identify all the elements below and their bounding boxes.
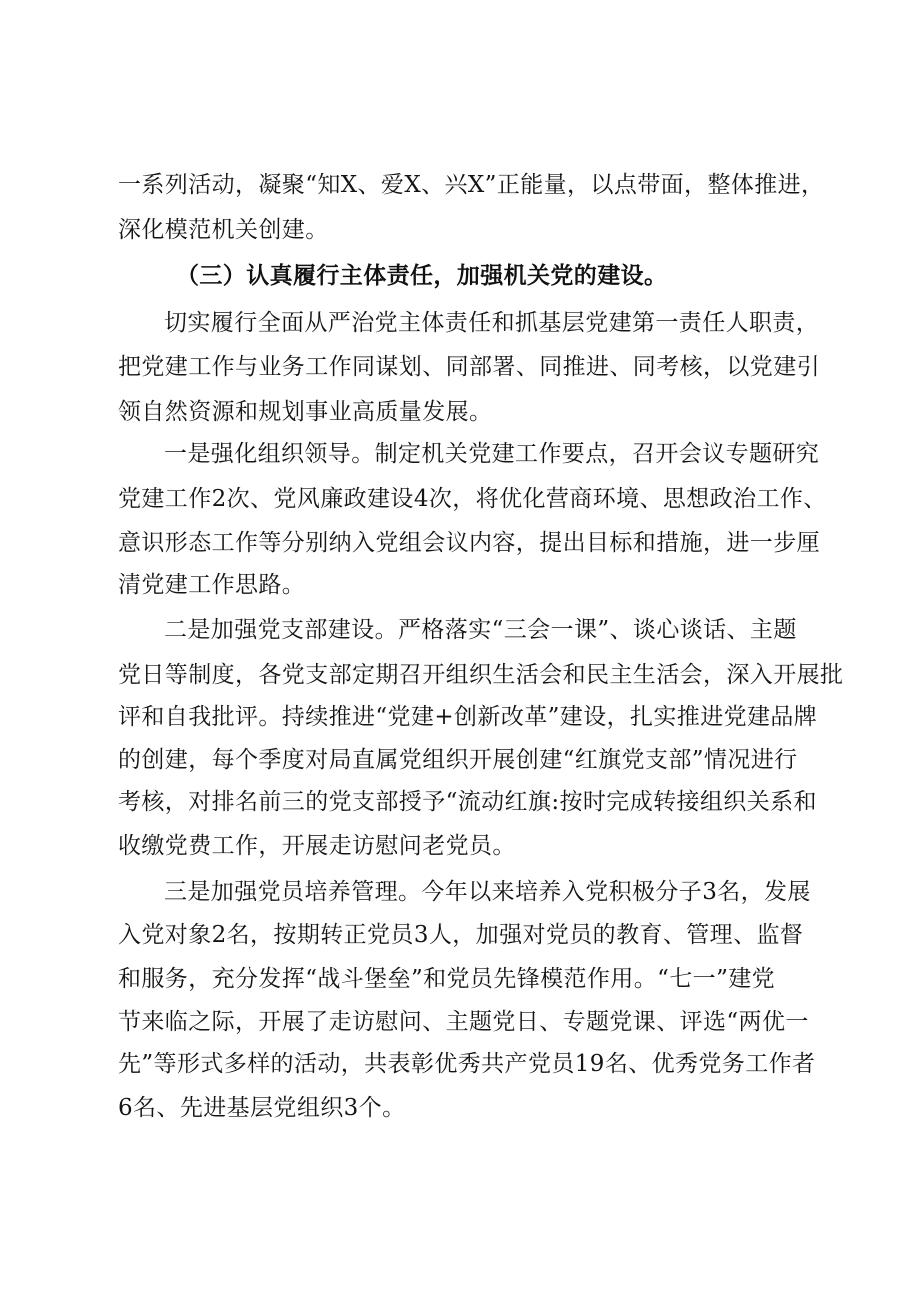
body-line: 入党对象2名，按期转正党员3人，加强对党员的教育、管理、监督	[118, 922, 804, 948]
body-line: 深化模范机关创建。	[118, 217, 329, 243]
body-line: 6名、先进基层党组织3个。	[118, 1095, 406, 1121]
body-line: 评和自我批评。持续推进“党建+创新改革”建设，扎实推进党建品牌	[118, 704, 818, 730]
body-line: 党日等制度，各党支部定期召开组织生活会和民主生活会，深入开展批	[118, 662, 844, 688]
body-line: 和服务，充分发挥“战斗堡垒”和党员先锋模范作用。“七一”建党	[118, 966, 776, 992]
body-line: 考核，对排名前三的党支部授予“流动红旗:按时完成转接组织关系和	[118, 789, 817, 815]
paragraph-first-line: 切实履行全面从严治党主体责任和抓基层党建第一责任人职责，	[164, 310, 820, 336]
body-line: 意识形态工作等分别纳入党组会议内容，提出目标和措施，进一步厘	[118, 530, 820, 556]
section-heading: （三）认真履行主体责任，加强机关党的建设。	[176, 263, 668, 289]
body-line: 的创建，每个季度对局直属党组织开展创建“红旗党支部”情况进行	[118, 747, 798, 773]
paragraph-first-line: 一是强化组织领导。制定机关党建工作要点，召开会议专题研究	[164, 441, 820, 467]
body-line: 一系列活动，凝聚“知X、爱X、兴X”正能量，以点带面，整体推进，	[118, 172, 825, 198]
body-line: 先”等形式多样的活动，共表彰优秀共产党员19名、优秀党务工作者	[118, 1051, 816, 1077]
paragraph-first-line: 二是加强党支部建设。严格落实“三会一课”、谈心谈话、主题	[164, 617, 797, 643]
body-line: 收缴党费工作，开展走访慰问老党员。	[118, 833, 516, 859]
paragraph-first-line: 三是加强党员培养管理。今年以来培养入党积极分子3名，发展	[164, 879, 811, 905]
body-line: 领自然资源和规划事业高质量发展。	[118, 399, 493, 425]
body-line: 把党建工作与业务工作同谋划、同部署、同推进、同考核，以党建引	[118, 354, 820, 380]
body-line: 清党建工作思路。	[118, 572, 306, 598]
body-line: 节来临之际，开展了走访慰问、主题党日、专题党课、评选“两优一	[118, 1009, 809, 1035]
body-line: 党建工作2次、党风廉政建设4次，将优化营商环境、思想政治工作、	[118, 486, 827, 512]
